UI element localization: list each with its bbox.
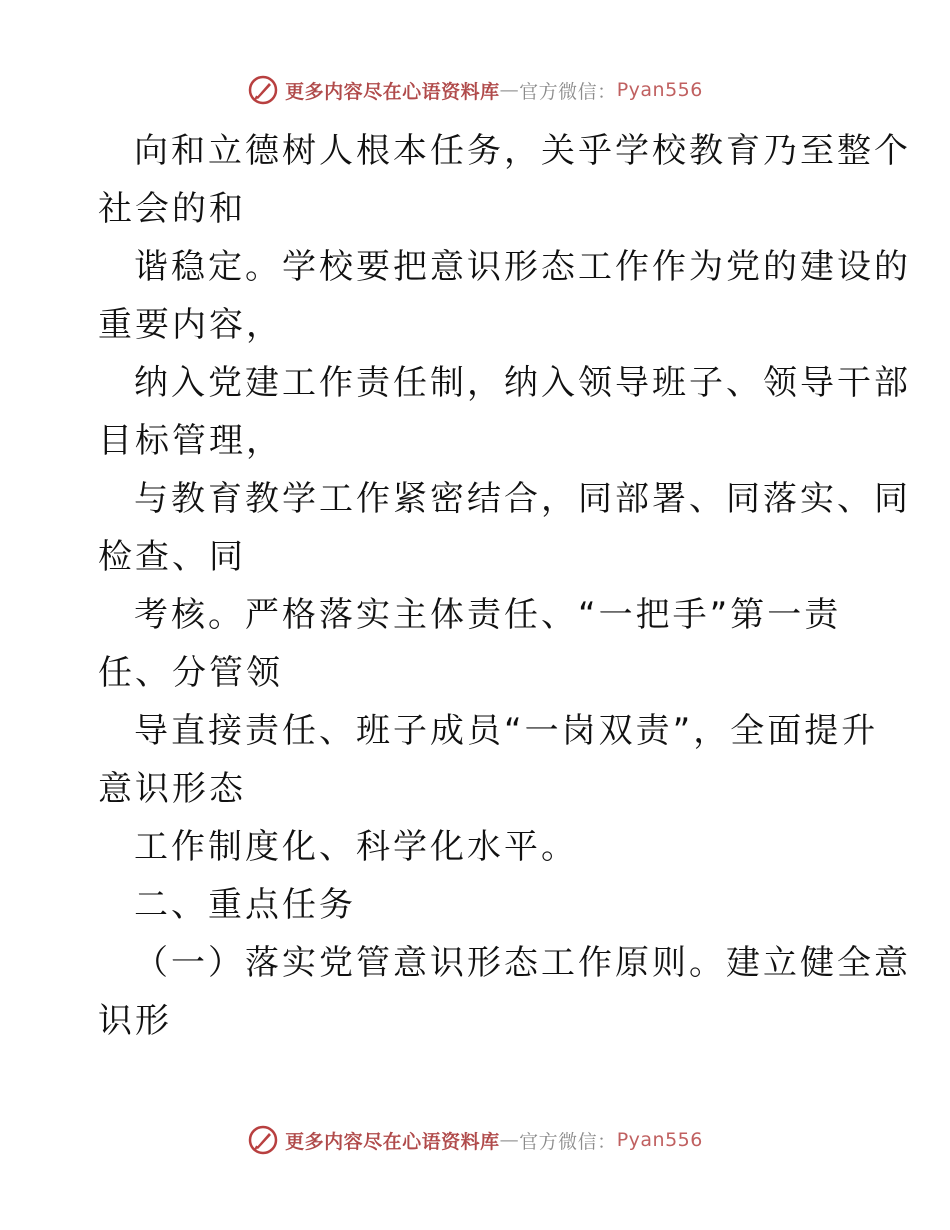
text-line: 目标管理， xyxy=(98,421,283,461)
text-line: 二、重点任务 xyxy=(134,885,356,925)
watermark-separator: — xyxy=(499,79,520,101)
text-line: 谐稳定。学校要把意识形态工作作为党的建设的 xyxy=(134,247,911,287)
text-line: 社会的和 xyxy=(98,189,246,229)
watermark-separator: — xyxy=(499,1129,520,1151)
document-body xyxy=(98,122,911,1050)
watermark-wechat-label: 官方微信： xyxy=(519,1130,617,1153)
header-watermark xyxy=(0,74,950,106)
text-line: 向和立德树人根本任务，关乎学校教育乃至整个 xyxy=(134,131,911,171)
text-line: （一）落实党管意识形态工作原则。建立健全意 xyxy=(134,943,911,983)
footer-watermark xyxy=(0,1124,950,1156)
feather-logo-icon xyxy=(247,74,279,106)
watermark-wechat-id: Pyan556 xyxy=(616,79,703,101)
watermark-wechat-label: 官方微信： xyxy=(519,80,617,103)
text-line: 识形 xyxy=(98,1001,172,1041)
text-line: 纳入党建工作责任制，纳入领导班子、领导干部 xyxy=(134,363,911,403)
text-line: 考核。严格落实主体责任、“一把手”第一责 xyxy=(134,595,842,635)
feather-logo-icon xyxy=(247,1124,279,1156)
text-line: 工作制度化、科学化水平。 xyxy=(134,827,578,867)
text-line: 意识形态 xyxy=(98,769,246,809)
watermark-site-name: 更多内容尽在心语资料库 xyxy=(285,80,500,103)
watermark-site-name: 更多内容尽在心语资料库 xyxy=(285,1130,500,1153)
text-line: 导直接责任、班子成员“一岗双责”，全面提升 xyxy=(134,711,879,751)
text-line: 检查、同 xyxy=(98,537,246,577)
text-line: 重要内容， xyxy=(98,305,283,345)
watermark-wechat-id: Pyan556 xyxy=(616,1129,703,1151)
text-line: 任、分管领 xyxy=(98,653,283,693)
text-line: 与教育教学工作紧密结合，同部署、同落实、同 xyxy=(134,479,911,519)
